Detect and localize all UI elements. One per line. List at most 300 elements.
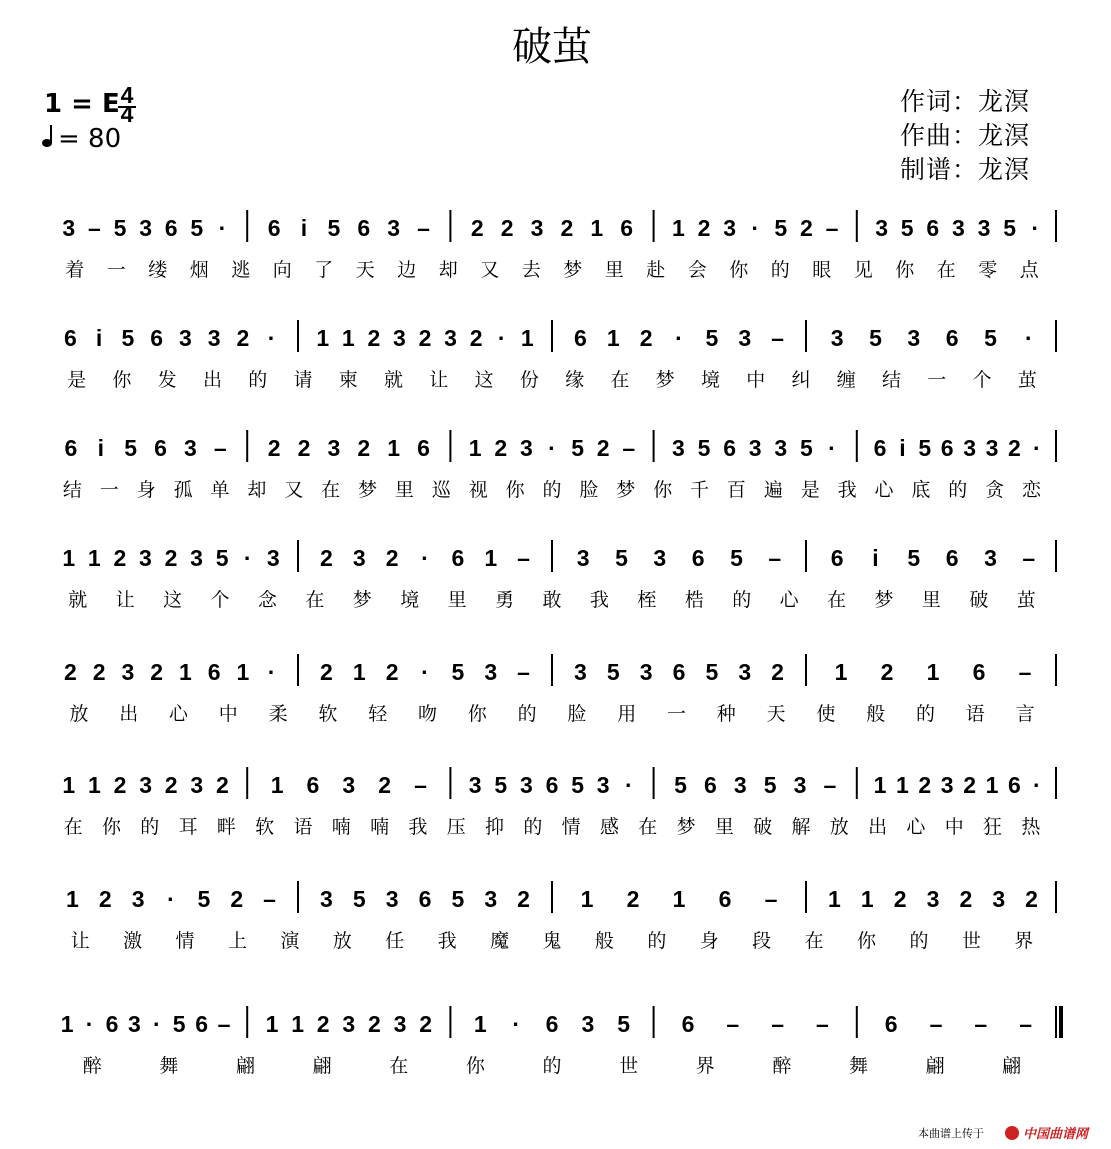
- lyric-char: 一: [927, 369, 947, 391]
- lyric-char: 魔: [490, 930, 510, 952]
- lyric-char: 念: [257, 589, 277, 611]
- note: ·: [243, 545, 252, 571]
- note: 2: [320, 659, 333, 685]
- note: ·: [1024, 325, 1033, 351]
- note: 3: [977, 215, 991, 241]
- lyric-char: 脸: [567, 703, 587, 725]
- lyric-char: 烟: [189, 259, 209, 281]
- note: ·: [1032, 435, 1041, 461]
- lyric-char: 纠: [791, 369, 811, 391]
- note: 1: [873, 772, 887, 798]
- note: –: [414, 772, 427, 798]
- lyric-char: 出: [868, 816, 888, 838]
- site-logo[interactable]: [1005, 1126, 1091, 1142]
- note: 1: [896, 772, 909, 798]
- lyric-char: 心: [168, 703, 189, 725]
- note: ·: [828, 435, 836, 461]
- lyric-char: 里: [714, 816, 734, 838]
- lyric-char: 舞: [848, 1055, 868, 1077]
- lyric-char: 你: [465, 1055, 485, 1077]
- lyric-char: 梦: [358, 479, 378, 501]
- lyric-char: 上: [227, 930, 247, 952]
- note: 3: [342, 772, 356, 798]
- note: 2: [378, 772, 392, 798]
- note: 5: [984, 325, 997, 351]
- lyric-char: 喃: [331, 816, 351, 838]
- note: 1: [484, 545, 498, 571]
- lyric-char: 在: [827, 589, 847, 611]
- note: 6: [940, 435, 954, 461]
- lyric-char: 的: [523, 816, 543, 838]
- note: 2: [357, 435, 371, 461]
- note: –: [517, 659, 530, 685]
- lyric-char: 梦: [563, 259, 583, 281]
- note: 3: [672, 435, 685, 461]
- lyric-char: 梦: [616, 479, 636, 501]
- note: 6: [545, 772, 559, 798]
- note: 3: [926, 886, 940, 912]
- note: –: [263, 886, 276, 912]
- lyric-char: 言: [1015, 703, 1035, 725]
- note: 2: [639, 325, 653, 351]
- note: 6: [357, 215, 371, 241]
- note: –: [622, 435, 636, 461]
- lyric-char: 使: [816, 703, 836, 725]
- note: 3: [327, 435, 341, 461]
- lyric-char: 你: [653, 479, 673, 501]
- note: 3: [653, 545, 667, 571]
- lyric-char: 舞: [159, 1055, 179, 1077]
- note: 6: [972, 659, 986, 685]
- note: 3: [596, 772, 610, 798]
- notation-lines: [61, 210, 1061, 1077]
- note: 3: [266, 545, 280, 571]
- note: 5: [451, 886, 465, 912]
- lyric-char: 里: [447, 589, 467, 611]
- lyric-char: 演: [280, 930, 300, 952]
- note: 1: [520, 325, 534, 351]
- lyric-char: 段: [752, 930, 772, 952]
- note: 3: [774, 435, 788, 461]
- lyric-char: 勇: [495, 589, 515, 611]
- note: 2: [469, 325, 483, 351]
- note: 3: [830, 325, 844, 351]
- lyric-char: 的: [915, 703, 936, 725]
- lyric-char: 让: [115, 589, 135, 611]
- note: 5: [918, 435, 932, 461]
- note: 3: [574, 659, 587, 685]
- lyric-char: 巡: [431, 479, 451, 501]
- lyric-char: 你: [467, 703, 487, 725]
- note: 3: [581, 1011, 595, 1037]
- lyric-char: 感: [599, 816, 619, 838]
- note: 2: [164, 545, 178, 571]
- lyric-char: 破: [753, 816, 773, 838]
- note: 1: [88, 772, 101, 798]
- lyric-char: 就: [68, 589, 88, 611]
- lyric-char: 梦: [874, 589, 894, 611]
- note: i: [95, 325, 103, 351]
- note: ·: [675, 325, 683, 351]
- lyric-char: 恋: [1022, 479, 1042, 501]
- lyric-char: 却: [438, 259, 458, 281]
- note: –: [823, 772, 837, 798]
- lyric-char: 世: [619, 1055, 639, 1077]
- note: 3: [984, 545, 997, 571]
- note: 6: [574, 325, 587, 351]
- note: 1: [236, 659, 250, 685]
- lyric-char: 茧: [1016, 589, 1036, 611]
- lyric-char: 缕: [148, 259, 168, 281]
- lyric-char: 醉: [772, 1055, 792, 1077]
- lyric-char: 缘: [565, 369, 585, 391]
- note: ·: [421, 545, 429, 571]
- note: 5: [121, 325, 135, 351]
- note: 2: [63, 659, 77, 685]
- note: ·: [85, 1011, 94, 1037]
- note: 3: [184, 435, 197, 461]
- note: 5: [124, 435, 138, 461]
- note: 1: [265, 1011, 279, 1037]
- lyric-char: 贪: [985, 479, 1005, 501]
- note: 1: [926, 659, 940, 685]
- note: 3: [190, 772, 204, 798]
- lyric-char: 里: [921, 589, 941, 611]
- note: 3: [468, 772, 482, 798]
- lyric-char: 眼: [812, 259, 832, 281]
- lyric-char: 我: [589, 589, 609, 611]
- note: i: [872, 545, 879, 571]
- credit-composer: 作曲：龙溟: [900, 121, 1031, 150]
- lyric-char: 情: [561, 816, 581, 838]
- lyric-char: 的: [770, 259, 790, 281]
- note: 6: [451, 545, 465, 571]
- note: 2: [697, 215, 711, 241]
- note: 3: [530, 215, 544, 241]
- note: 1: [387, 435, 400, 461]
- note: 6: [681, 1011, 695, 1037]
- lyric-char: 的: [542, 1055, 562, 1077]
- note: 2: [500, 215, 514, 241]
- note: 5: [763, 772, 777, 798]
- lyric-char: 种: [716, 703, 736, 725]
- lyric-char: 的: [732, 589, 752, 611]
- note: 5: [774, 215, 788, 241]
- lyric-char: 又: [480, 259, 500, 281]
- lyric-char: 的: [647, 930, 667, 952]
- lyric-char: 结: [62, 479, 82, 501]
- lyric-char: 任: [385, 930, 405, 952]
- note: –: [816, 1011, 829, 1037]
- lyric-char: 就: [384, 369, 404, 391]
- lyric-char: 桎: [637, 589, 657, 611]
- note: 6: [718, 886, 732, 912]
- note: 6: [672, 659, 686, 685]
- lyric-char: 翩: [312, 1055, 332, 1077]
- note: 3: [992, 886, 1006, 912]
- lyric-char: 这: [163, 589, 183, 611]
- lyric-char: 单: [210, 479, 230, 501]
- note: ·: [624, 772, 633, 798]
- tempo-mark: = 80: [58, 124, 122, 154]
- lyric-char: 心: [906, 816, 926, 838]
- note: 2: [236, 325, 250, 351]
- note: 3: [444, 325, 457, 351]
- note: 2: [800, 215, 813, 241]
- lyric-char: 我: [437, 930, 457, 952]
- note: 5: [674, 772, 687, 798]
- note: 6: [417, 435, 430, 461]
- lyric-char: 翩: [236, 1055, 256, 1077]
- note: 3: [121, 659, 135, 685]
- note: 3: [387, 215, 400, 241]
- note: 3: [62, 215, 76, 241]
- note: 6: [105, 1011, 119, 1037]
- footer-text: 本曲谱上传于: [918, 1127, 984, 1140]
- lyric-char: 我: [837, 479, 857, 501]
- note: ·: [497, 325, 506, 351]
- note: –: [768, 545, 782, 571]
- note: 2: [1008, 435, 1021, 461]
- lyric-char: 破: [969, 589, 989, 611]
- note: ·: [751, 215, 760, 241]
- note: 2: [92, 659, 106, 685]
- lyric-char: 一: [666, 703, 687, 725]
- lyric-char: 又: [284, 479, 304, 501]
- lyric-char: 是: [800, 479, 820, 501]
- lyric-char: 用: [617, 703, 637, 725]
- note: 5: [571, 772, 584, 798]
- note: 1: [316, 325, 330, 351]
- note: 6: [873, 435, 887, 461]
- note: i: [300, 215, 308, 241]
- note: 2: [517, 886, 530, 912]
- lyric-char: 鬼: [542, 930, 562, 952]
- lyric-char: 吻: [417, 703, 438, 725]
- credit-lyricist: 作词：龙溟: [900, 87, 1031, 116]
- note: 5: [327, 215, 341, 241]
- note: 6: [1008, 772, 1021, 798]
- lyric-char: 放: [69, 703, 89, 725]
- note: 3: [385, 886, 399, 912]
- lyric-char: 心: [779, 589, 799, 611]
- note: 3: [352, 545, 366, 571]
- note: 6: [195, 1011, 208, 1037]
- note: 3: [875, 215, 888, 241]
- note: i: [899, 435, 906, 461]
- lyric-char: 热: [1021, 816, 1041, 838]
- note: 5: [1003, 215, 1016, 241]
- note: 3: [940, 772, 954, 798]
- lyric-char: 在: [63, 816, 83, 838]
- lyric-char: 心: [874, 479, 894, 501]
- note: 2: [113, 545, 127, 571]
- note: i: [97, 435, 104, 461]
- note: ·: [512, 1011, 520, 1037]
- lyric-char: 点: [1019, 259, 1039, 281]
- lyric-char: 是: [67, 369, 87, 391]
- note: –: [217, 1011, 231, 1037]
- note: 3: [131, 886, 145, 912]
- note: ·: [548, 435, 556, 461]
- lyric-char: 境: [700, 369, 720, 391]
- note: 2: [164, 772, 178, 798]
- note: 1: [672, 886, 686, 912]
- lyric-char: 中: [746, 369, 766, 391]
- note: –: [974, 1011, 988, 1037]
- note: 3: [520, 772, 533, 798]
- note: 3: [139, 215, 152, 241]
- lyric-char: 轻: [368, 703, 388, 725]
- note: ·: [152, 1011, 161, 1037]
- lyric-char: 出: [119, 703, 139, 725]
- note: 1: [580, 886, 594, 912]
- note: 2: [316, 1011, 330, 1037]
- note: 6: [704, 772, 717, 798]
- note: 1: [291, 1011, 304, 1037]
- note: 3: [139, 545, 152, 571]
- note: 1: [60, 1011, 74, 1037]
- note: ·: [1032, 772, 1041, 798]
- note: 3: [985, 435, 999, 461]
- lyric-char: 语: [293, 816, 313, 838]
- note: –: [825, 215, 839, 241]
- note: 1: [672, 215, 685, 241]
- lyric-char: 身: [699, 930, 719, 952]
- lyric-char: 底: [911, 479, 931, 501]
- lyric-char: 语: [965, 703, 985, 725]
- lyric-char: 天: [766, 703, 786, 725]
- note: 1: [270, 772, 284, 798]
- note: 3: [520, 435, 533, 461]
- lyric-char: 逃: [231, 259, 251, 281]
- lyric-char: 却: [247, 479, 267, 501]
- lyric-char: 你: [729, 259, 749, 281]
- note: 1: [178, 659, 192, 685]
- logo-text: 中国曲谱网: [1023, 1127, 1089, 1142]
- note: 6: [620, 215, 634, 241]
- lyric-char: 份: [519, 369, 539, 391]
- note: 2: [596, 435, 610, 461]
- lyric-char: 的: [140, 816, 160, 838]
- note: 6: [418, 886, 432, 912]
- note: 5: [606, 659, 620, 685]
- note: 1: [590, 215, 604, 241]
- lyric-char: 茧: [1017, 369, 1037, 391]
- note: 2: [959, 886, 973, 912]
- lyric-char: 的: [542, 479, 562, 501]
- note: 6: [830, 545, 844, 571]
- lyric-char: 赴: [646, 259, 666, 281]
- note: –: [726, 1011, 740, 1037]
- note: 6: [150, 325, 164, 351]
- lyric-char: 界: [1014, 930, 1034, 952]
- lyric-char: 百: [726, 479, 746, 501]
- note: –: [764, 886, 778, 912]
- note: 3: [320, 886, 333, 912]
- lyric-char: 在: [610, 369, 630, 391]
- note: 3: [484, 886, 498, 912]
- lyric-char: 边: [397, 259, 417, 281]
- lyric-char: 的: [248, 369, 268, 391]
- lyric-char: 让: [70, 930, 90, 952]
- lyric-char: 敢: [542, 589, 562, 611]
- note: 5: [615, 545, 628, 571]
- note: 3: [342, 1011, 356, 1037]
- note: 5: [494, 772, 508, 798]
- note: 5: [800, 435, 813, 461]
- lyric-char: 中: [218, 703, 238, 725]
- note: 5: [352, 886, 366, 912]
- note: 2: [418, 325, 432, 351]
- lyric-char: 你: [505, 479, 525, 501]
- lyric-char: 请: [293, 369, 313, 391]
- lyric-char: 的: [517, 703, 537, 725]
- note: 1: [860, 886, 874, 912]
- lyric-char: 你: [101, 816, 121, 838]
- note: –: [1019, 1011, 1032, 1037]
- note: 3: [178, 325, 192, 351]
- lyric-char: 在: [804, 930, 824, 952]
- lyric-char: 梦: [352, 589, 372, 611]
- note: 3: [128, 1011, 141, 1037]
- lyric-char: 向: [272, 259, 292, 281]
- note: 6: [691, 545, 705, 571]
- note: –: [771, 1011, 784, 1037]
- note: 5: [113, 215, 127, 241]
- lyric-char: 千: [690, 479, 710, 501]
- note: 2: [367, 325, 381, 351]
- lyric-char: 在: [638, 816, 658, 838]
- note: 2: [113, 772, 127, 798]
- lyric-char: 抑: [485, 816, 505, 838]
- lyric-char: 你: [895, 259, 915, 281]
- note: 5: [215, 545, 229, 571]
- lyric-char: 醉: [82, 1055, 102, 1077]
- lyric-char: 了: [314, 259, 334, 281]
- note: 1: [62, 772, 76, 798]
- credit-notation: 制谱：龙溟: [900, 155, 1031, 184]
- note: 3: [139, 772, 152, 798]
- note: 6: [164, 215, 178, 241]
- note: 5: [907, 545, 921, 571]
- note: 1: [66, 886, 79, 912]
- lyric-char: 畔: [216, 816, 236, 838]
- note: 5: [172, 1011, 186, 1037]
- note: –: [929, 1011, 943, 1037]
- note: 1: [985, 772, 999, 798]
- note: 6: [884, 1011, 898, 1037]
- lyric-char: 般: [594, 930, 614, 952]
- lyric-char: 耳: [178, 816, 198, 838]
- song-title: 破茧: [512, 24, 592, 70]
- lyric-char: 让: [429, 369, 449, 391]
- note: 2: [297, 435, 311, 461]
- note: 2: [385, 545, 399, 571]
- note: 6: [207, 659, 221, 685]
- note: 1: [834, 659, 848, 685]
- lyric-char: 放: [829, 816, 849, 838]
- lyric-char: 见: [853, 259, 873, 281]
- lyric-char: 的: [909, 930, 929, 952]
- note: 2: [918, 772, 932, 798]
- lyric-char: 出: [202, 369, 222, 391]
- note: –: [1018, 659, 1032, 685]
- note: 2: [1025, 886, 1038, 912]
- lyric-char: 柬: [338, 369, 358, 391]
- note: 2: [150, 659, 164, 685]
- lyric-char: 着: [65, 259, 85, 281]
